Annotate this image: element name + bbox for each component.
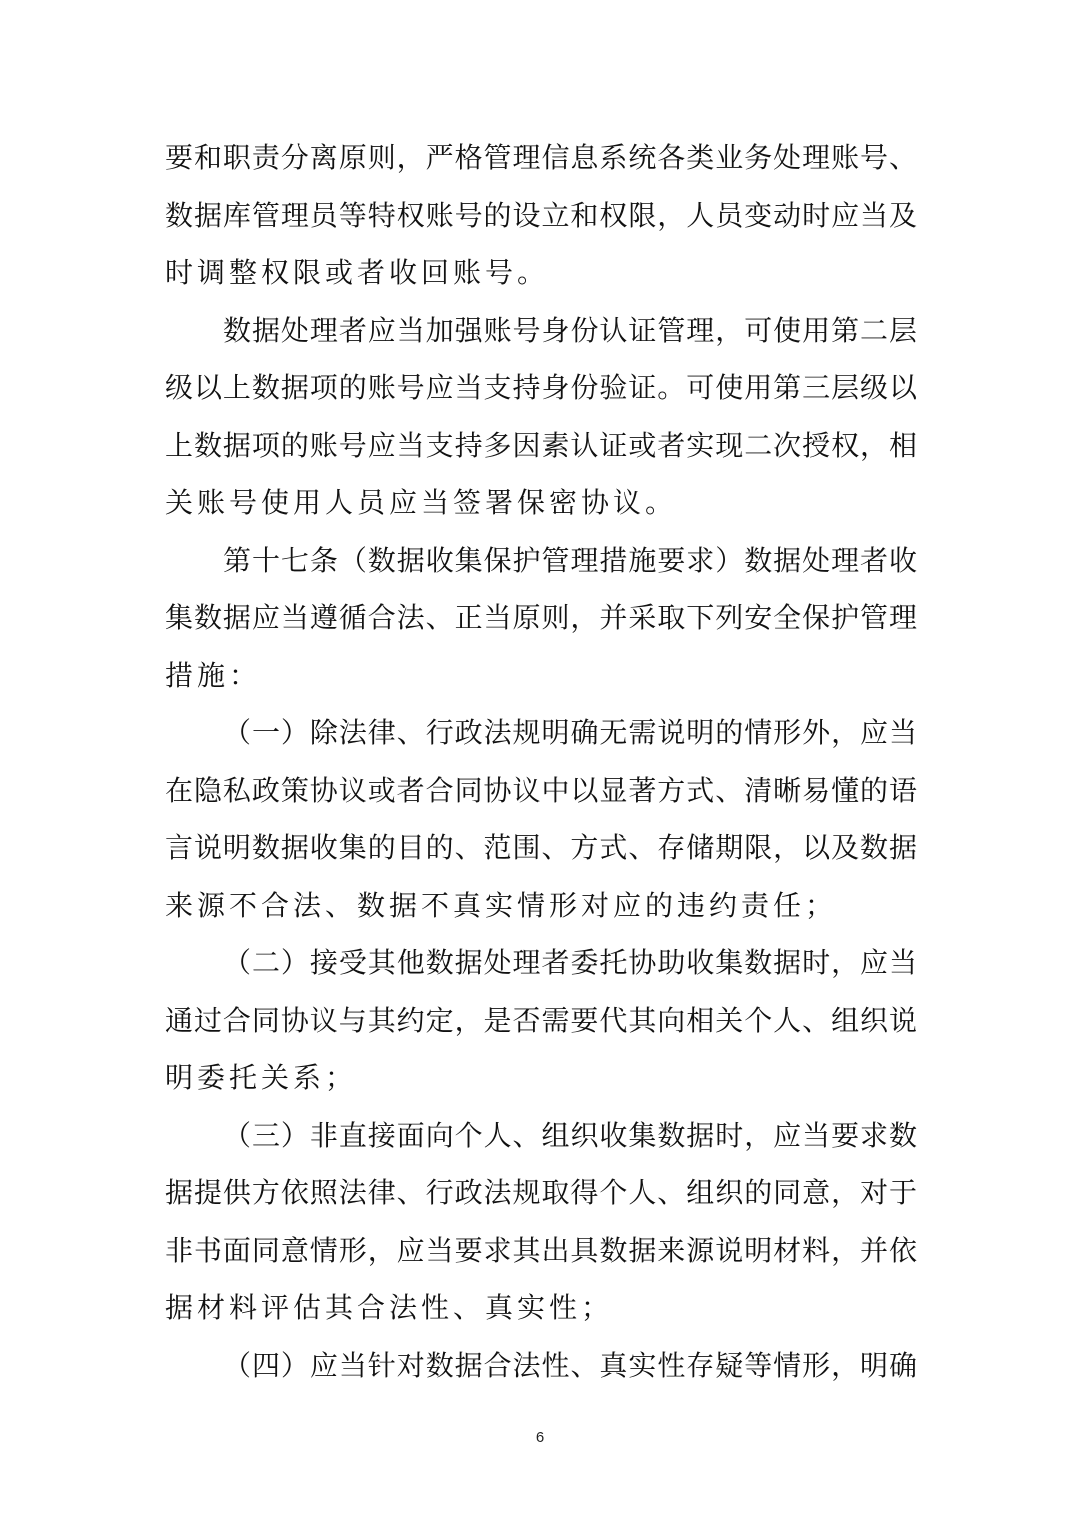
page-number: 6 [535, 1429, 545, 1446]
text-line: 数据处理者应当加强账号身份认证管理，可使用第二层 [223, 313, 917, 347]
text-line: （二）接受其他数据处理者委托协助收集数据时，应当 [223, 946, 917, 979]
text-line: 通过合同协议与其约定，是否需要代其向相关个人、组织说 [165, 1003, 917, 1037]
text-line: （三）非直接面向个人、组织收集数据时，应当要求数 [223, 1118, 917, 1152]
text-line: 据提供方依照法律、行政法规取得个人、组织的同意，对于 [165, 1176, 917, 1209]
text-line: 数据库管理员等特权账号的设立和权限，人员变动时应当及 [165, 198, 917, 232]
text-line: 非书面同意情形，应当要求其出具数据来源说明材料，并依 [165, 1233, 917, 1267]
text-line: 明委托关系； [165, 1061, 358, 1094]
text-line: 上数据项的账号应当支持多因素认证或者实现二次授权，相 [165, 428, 917, 462]
text-line: 要和职责分离原则，严格管理信息系统各类业务处理账号、 [165, 141, 917, 174]
text-line: 时调整权限或者收回账号。 [165, 256, 550, 289]
text-line: 措施： [165, 658, 262, 692]
text-line: 级以上数据项的账号应当支持身份验证。可使用第三层级以 [165, 371, 917, 404]
body-text [165, 129, 917, 1394]
text-line: 言说明数据收集的目的、范围、方式、存储期限，以及数据 [165, 831, 917, 864]
text-line: 集数据应当遵循合法、正当原则，并采取下列安全保护管理 [165, 601, 917, 634]
text-line: 在隐私政策协议或者合同协议中以显著方式、清晰易懂的语 [165, 773, 917, 807]
text-line: （一）除法律、行政法规明确无需说明的情形外，应当 [223, 716, 917, 749]
text-line: 来源不合法、数据不真实情形对应的违约责任； [165, 888, 838, 922]
text-line: 据材料评估其合法性、真实性； [165, 1291, 614, 1324]
text-line: （四）应当针对数据合法性、真实性存疑等情形，明确 [223, 1348, 917, 1382]
text-line: 第十七条（数据收集保护管理措施要求）数据处理者收 [223, 543, 917, 577]
text-line: 关账号使用人员应当签署保密协议。 [165, 486, 678, 519]
